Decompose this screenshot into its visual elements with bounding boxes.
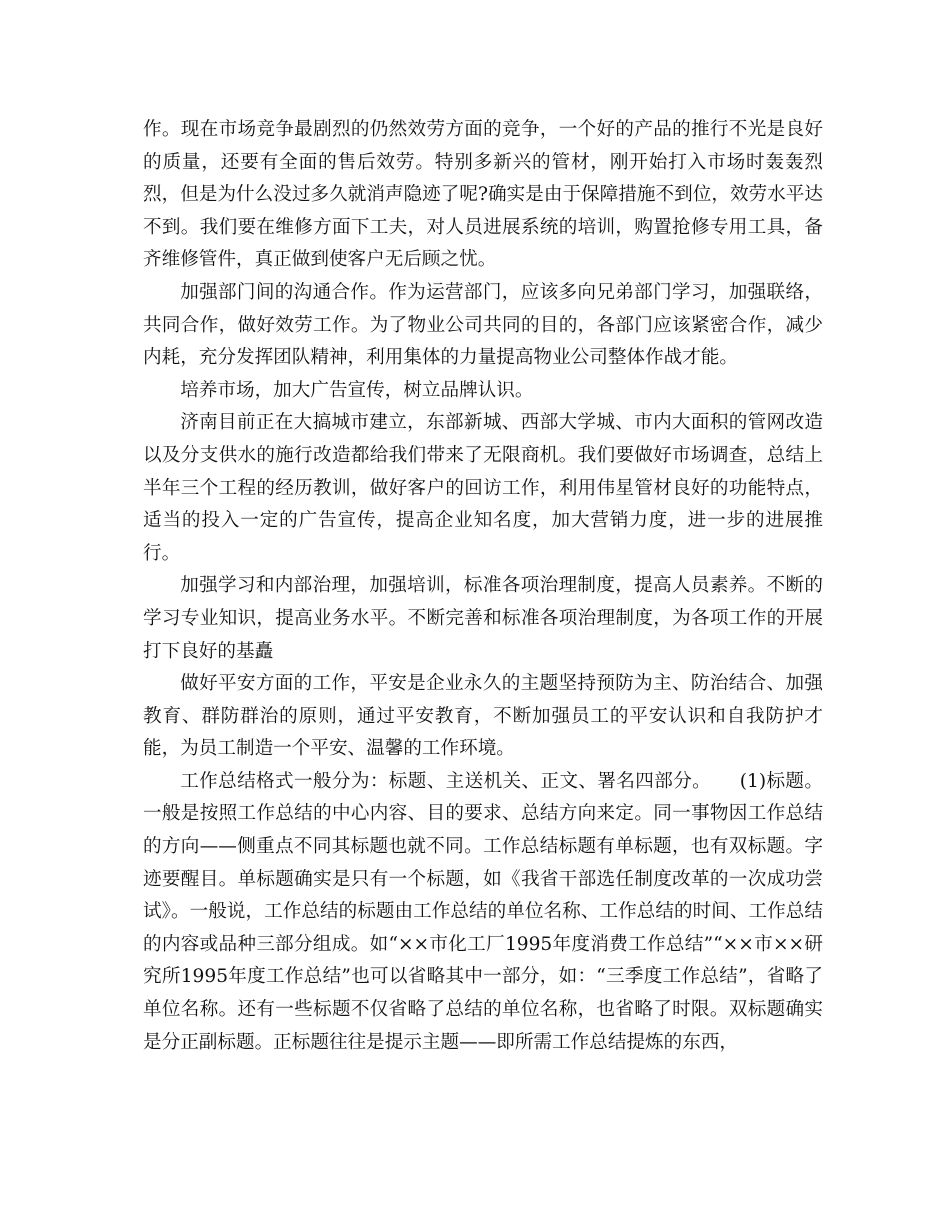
- paragraph-continuation: 作。现在市场竞争最剧烈的仍然效劳方面的竞争，一个好的产品的推行不光是良好的质量，还要有全面的售后效劳。特别多新兴的管材，刚开始打入市场时轰轰烈烈，但是为什么没过多久就消声隐迹了呢?确实是由于保障措施不到位，效劳水平达不到。我们要在维修方面下工夫，对人员进展系统的培训，购置抢修专用工具，备齐维修管件，真正做到使客户无后顾之忧。: [143, 119, 823, 271]
- paragraph-safety: 做好平安方面的工作，平安是企业永久的主题坚持预防为主、防治结合、加强教育、群防群治的原则，通过平安教育，不断加强员工的平安认识和自我防护才能，为员工制造一个平安、温馨的工作环境。: [143, 673, 823, 760]
- paragraph-communication: 加强部门间的沟通合作。作为运营部门，应该多向兄弟部门学习，加强联络，共同合作，做好效劳工作。为了物业公司共同的目的，各部门应该紧密合作，减少内耗，充分发挥团队精神，利用集体的力量提高物业公司整体作战才能。: [143, 281, 823, 369]
- paragraph-summary-format: 工作总结格式一般分为：标题、主送机关、正文、署名四部分。 (1)标题。一般是按照工作总结的中心内容、目的要求、总结方向来定。同一事物因工作总结的方向——侧重点不同其标题也就不同。工作总结标题有单标题，也有双标题。字迹要醒目。单标题确实是只有一个标题，如《我省干部选任制度改革的一次成功尝试》。一般说，工作总结的标题由工作总结的单位名称、工作总结的时间、工作总结的内容或品种三部分组成。如“××市化工厂1995年度消费工作总结”“××市××研究所1995年度工作总结”也可以省略其中一部分，如：“三季度工作总结”，省略了单位名称。还有一些标题不仅省略了总结的单位名称，也省略了时限。双标题确实是分正副标题。正标题往往是提示主题——即所需工作总结提炼的东西，: [143, 770, 823, 1053]
- document-body: [143, 114, 823, 1059]
- paragraph-market-heading: 培养市场，加大广告宣传，树立品牌认识。: [180, 379, 534, 401]
- paragraph-management: 加强学习和内部治理，加强培训，标准各项治理制度，提高人员素养。不断的学习专业知识，提高业务水平。不断完善和标准各项治理制度，为各项工作的开展打下良好的基矗: [143, 575, 823, 662]
- paragraph-jinan-market: 济南目前正在大搞城市建立，东部新城、西部大学城、市内大面积的管网改造以及分支供水的施行改造都给我们带来了无限商机。我们要做好市场调查，总结上半年三个工程的经历教训，做好客户的回访工作，利用伟星管材良好的功能特点，适当的投入一定的广告宣传，提高企业知名度，加大营销力度，进一步的进展推行。: [143, 412, 823, 564]
